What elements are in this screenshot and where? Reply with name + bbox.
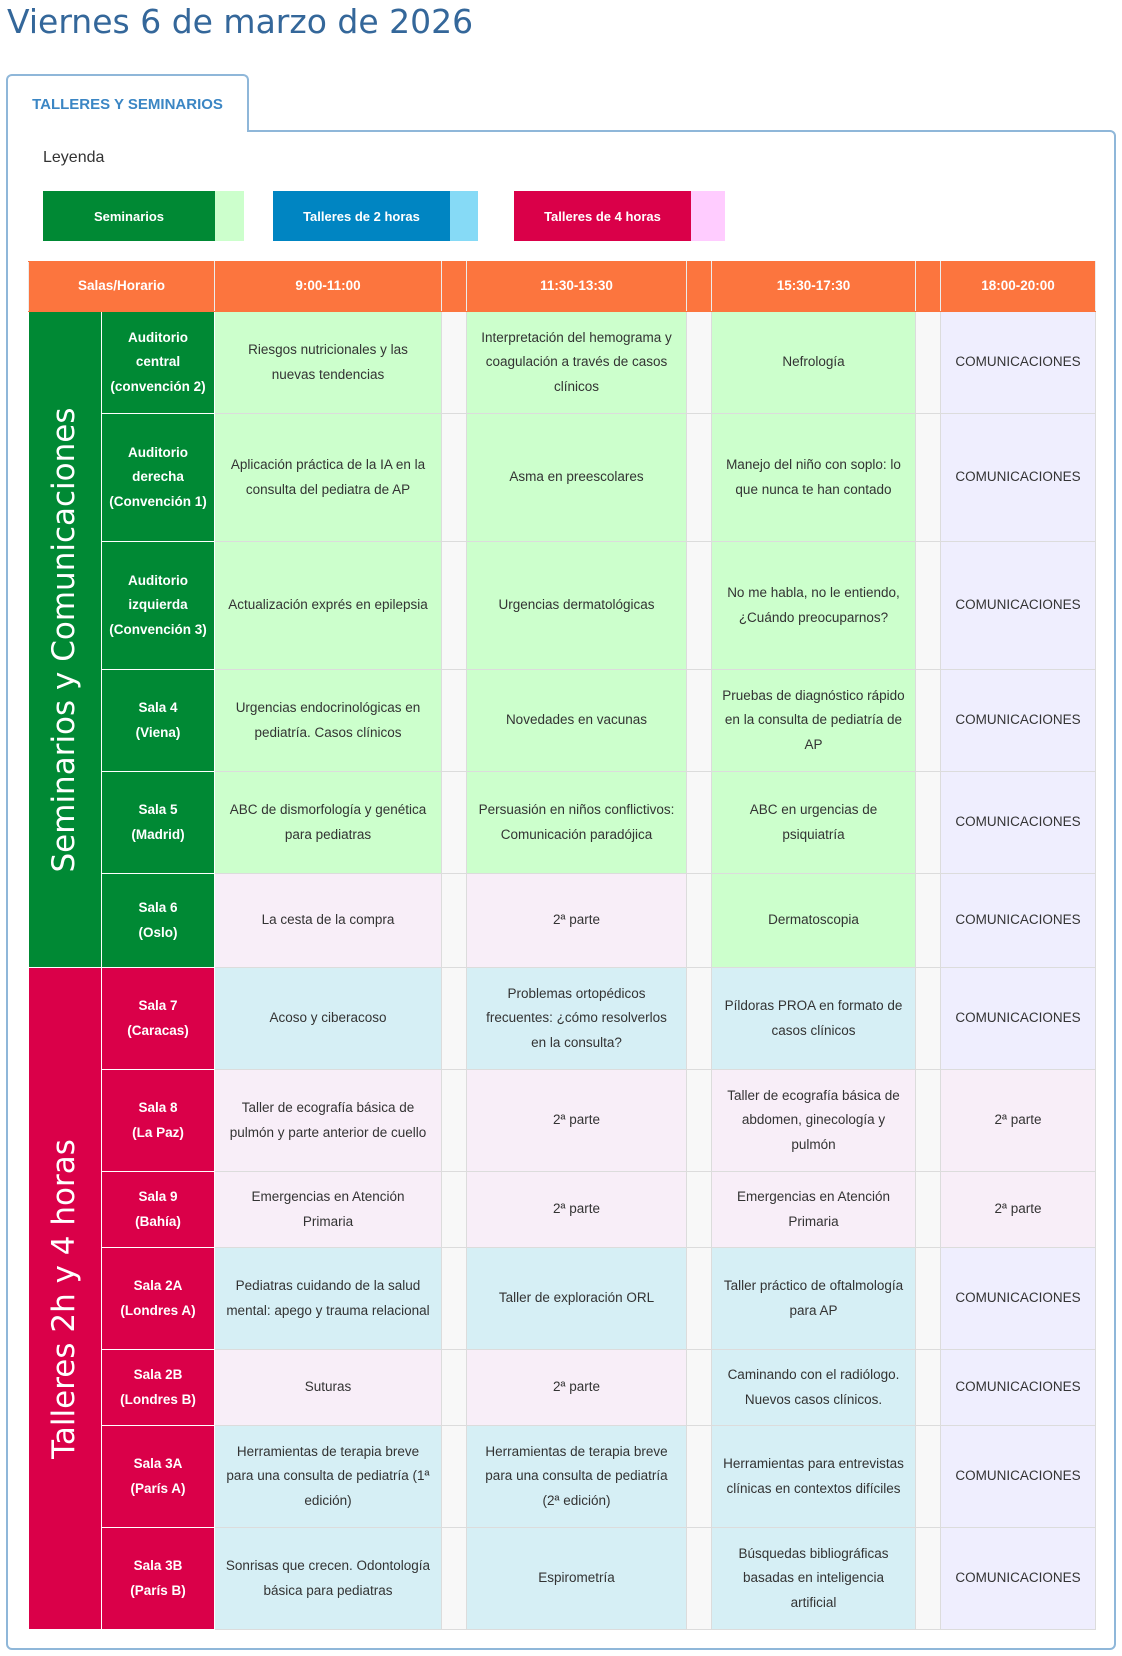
table-row (29, 1248, 1096, 1350)
gap-cell (687, 1070, 712, 1172)
header-salas: Salas/Horario (29, 262, 215, 312)
table-row (29, 670, 1096, 772)
room-cell (102, 1350, 215, 1426)
gap-cell (442, 1248, 467, 1350)
room-detail: (Madrid) (131, 826, 185, 842)
session-cell: Taller de ecografía básica de pulmón y parte anterior de cuello (215, 1070, 442, 1172)
room-detail: (Convención 3) (109, 621, 207, 637)
session-cell: COMUNICACIONES (941, 772, 1096, 874)
room-cell (102, 312, 215, 414)
gap-cell (687, 414, 712, 542)
legend-swatch (691, 191, 725, 241)
session-cell: ABC en urgencias de psiquiatría (712, 772, 916, 874)
room-detail: (La Paz) (132, 1124, 184, 1140)
session-cell: COMUNICACIONES (941, 542, 1096, 670)
session-cell: Persuasión en niños conflictivos: Comunicación paradójica (467, 772, 687, 874)
gap-cell (916, 1248, 941, 1350)
gap-cell (916, 414, 941, 542)
gap-cell (442, 1426, 467, 1528)
gap-cell (687, 772, 712, 874)
table-row (29, 1172, 1096, 1248)
legend-label: Talleres de 4 horas (514, 191, 691, 241)
gap-cell (916, 542, 941, 670)
room-detail: (París B) (130, 1582, 186, 1598)
session-cell: Asma en preescolares (467, 414, 687, 542)
gap-cell (687, 542, 712, 670)
table-row (29, 1528, 1096, 1630)
room-cell (102, 1528, 215, 1630)
room-cell (102, 1070, 215, 1172)
table-row (29, 1070, 1096, 1172)
legend-label: Talleres de 2 horas (273, 191, 450, 241)
gap-cell (442, 1172, 467, 1248)
session-cell: Dermatoscopia (712, 874, 916, 968)
gap-cell (916, 1528, 941, 1630)
room-name: Sala 2A (133, 1278, 183, 1294)
session-cell: Herramientas para entrevistas clínicas en contextos difíciles (712, 1426, 916, 1528)
gap-cell (687, 1426, 712, 1528)
table-row (29, 772, 1096, 874)
room-name: Sala 2B (133, 1367, 183, 1383)
session-cell: COMUNICACIONES (941, 1248, 1096, 1350)
session-cell: Urgencias endocrinológicas en pediatría. Casos clínicos (215, 670, 442, 772)
session-cell: 2ª parte (467, 874, 687, 968)
room-cell (102, 1248, 215, 1350)
room-name: Sala 6 (138, 900, 178, 916)
gap-cell (442, 414, 467, 542)
legend-talleres-2h (273, 191, 478, 241)
room-cell (102, 968, 215, 1070)
session-cell: 2ª parte (467, 1172, 687, 1248)
room-cell (102, 874, 215, 968)
session-cell: Nefrología (712, 312, 916, 414)
room-name: Sala 3B (133, 1558, 183, 1574)
gap-cell (916, 968, 941, 1070)
gap-cell (442, 1528, 467, 1630)
group-label: Talleres 2h y 4 horas (46, 1138, 83, 1459)
session-cell: Espirometría (467, 1528, 687, 1630)
room-detail: (Oslo) (138, 924, 178, 940)
room-name: Sala 8 (138, 1100, 178, 1116)
header-slot-1: 9:00-11:00 (215, 262, 442, 312)
group-label: Seminarios y Comunicaciones (46, 407, 83, 872)
session-cell: COMUNICACIONES (941, 670, 1096, 772)
session-cell: ABC de dismorfología y genética para pediatras (215, 772, 442, 874)
session-cell: COMUNICACIONES (941, 312, 1096, 414)
header-gap (916, 262, 941, 312)
session-cell: Problemas ortopédicos frecuentes: ¿cómo resolverlos en la consulta? (467, 968, 687, 1070)
room-detail: (París A) (130, 1480, 186, 1496)
schedule-table (28, 261, 1096, 1630)
group-talleres (29, 968, 102, 1630)
session-cell: 2ª parte (467, 1070, 687, 1172)
room-detail: (Londres B) (120, 1391, 196, 1407)
session-cell: Taller práctico de oftalmología para AP (712, 1248, 916, 1350)
gap-cell (916, 1426, 941, 1528)
session-cell: Actualización exprés en epilepsia (215, 542, 442, 670)
page-title: Viernes 6 de marzo de 2026 (7, 2, 474, 41)
room-cell (102, 772, 215, 874)
session-cell: Urgencias dermatológicas (467, 542, 687, 670)
session-cell: Píldoras PROA en formato de casos clínicos (712, 968, 916, 1070)
gap-cell (442, 670, 467, 772)
room-detail: (Bahía) (135, 1213, 181, 1229)
session-cell: Pruebas de diagnóstico rápido en la consulta de pediatría de AP (712, 670, 916, 772)
gap-cell (916, 874, 941, 968)
session-cell: Pediatras cuidando de la salud mental: apego y trauma relacional (215, 1248, 442, 1350)
gap-cell (442, 772, 467, 874)
room-detail: (Convención 1) (109, 493, 207, 509)
room-name: Auditorio izquierda (128, 573, 188, 613)
tab-talleres-seminarios[interactable] (6, 74, 249, 132)
gap-cell (687, 1248, 712, 1350)
gap-cell (442, 968, 467, 1070)
room-detail: (convención 2) (110, 378, 206, 394)
session-cell: Riesgos nutricionales y las nuevas tendencias (215, 312, 442, 414)
session-cell: Interpretación del hemograma y coagulación a través de casos clínicos (467, 312, 687, 414)
gap-cell (916, 1350, 941, 1426)
room-detail: (Londres A) (120, 1302, 196, 1318)
gap-cell (687, 1350, 712, 1426)
legend-swatch (215, 191, 244, 241)
legend-talleres-4h (514, 191, 725, 241)
session-cell: Emergencias en Atención Primaria (215, 1172, 442, 1248)
header-gap (687, 262, 712, 312)
session-cell: Manejo del niño con soplo: lo que nunca te han contado (712, 414, 916, 542)
legend-seminarios (43, 191, 244, 241)
gap-cell (687, 312, 712, 414)
session-cell: 2ª parte (941, 1070, 1096, 1172)
room-cell (102, 670, 215, 772)
gap-cell (687, 1528, 712, 1630)
table-row (29, 414, 1096, 542)
gap-cell (687, 1172, 712, 1248)
table-row (29, 874, 1096, 968)
header-slot-3: 15:30-17:30 (712, 262, 916, 312)
session-cell: Taller de ecografía básica de abdomen, ginecología y pulmón (712, 1070, 916, 1172)
gap-cell (442, 312, 467, 414)
session-cell: COMUNICACIONES (941, 414, 1096, 542)
gap-cell (916, 772, 941, 874)
session-cell: Taller de exploración ORL (467, 1248, 687, 1350)
room-name: Auditorio derecha (128, 445, 188, 485)
gap-cell (916, 312, 941, 414)
header-gap (442, 262, 467, 312)
table-row (29, 542, 1096, 670)
legend-title: Leyenda (43, 149, 105, 166)
session-cell: Aplicación práctica de la IA en la consulta del pediatra de AP (215, 414, 442, 542)
gap-cell (442, 874, 467, 968)
room-cell (102, 1426, 215, 1528)
session-cell: COMUNICACIONES (941, 1426, 1096, 1528)
session-cell: Suturas (215, 1350, 442, 1426)
group-seminarios (29, 312, 102, 968)
room-detail: (Caracas) (127, 1022, 189, 1038)
session-cell: Sonrisas que crecen. Odontología básica para pediatras (215, 1528, 442, 1630)
room-detail: (Viena) (135, 724, 181, 740)
room-cell (102, 414, 215, 542)
room-name: Sala 4 (138, 700, 178, 716)
room-cell (102, 542, 215, 670)
table-row (29, 312, 1096, 414)
session-cell: COMUNICACIONES (941, 874, 1096, 968)
gap-cell (687, 874, 712, 968)
room-name: Sala 9 (138, 1189, 178, 1205)
gap-cell (916, 670, 941, 772)
session-cell: COMUNICACIONES (941, 1528, 1096, 1630)
session-cell: 2ª parte (941, 1172, 1096, 1248)
header-row (29, 262, 1096, 312)
session-cell: Acoso y ciberacoso (215, 968, 442, 1070)
session-cell: Herramientas de terapia breve para una consulta de pediatría (2ª edición) (467, 1426, 687, 1528)
session-cell: Búsquedas bibliográficas basadas en inteligencia artificial (712, 1528, 916, 1630)
room-cell (102, 1172, 215, 1248)
table-row (29, 968, 1096, 1070)
room-name: Auditorio central (128, 330, 188, 370)
header-slot-4: 18:00-20:00 (941, 262, 1096, 312)
session-cell: No me habla, no le entiendo, ¿Cuándo preocuparnos? (712, 542, 916, 670)
session-cell: COMUNICACIONES (941, 1350, 1096, 1426)
room-name: Sala 3A (133, 1456, 183, 1472)
session-cell: COMUNICACIONES (941, 968, 1096, 1070)
gap-cell (687, 968, 712, 1070)
gap-cell (916, 1070, 941, 1172)
gap-cell (442, 1350, 467, 1426)
session-cell: 2ª parte (467, 1350, 687, 1426)
room-name: Sala 7 (138, 998, 178, 1014)
session-cell: Emergencias en Atención Primaria (712, 1172, 916, 1248)
session-cell: Novedades en vacunas (467, 670, 687, 772)
room-name: Sala 5 (138, 802, 178, 818)
gap-cell (442, 1070, 467, 1172)
gap-cell (916, 1172, 941, 1248)
gap-cell (442, 542, 467, 670)
header-slot-2: 11:30-13:30 (467, 262, 687, 312)
tab-label: TALLERES Y SEMINARIOS (32, 95, 223, 113)
session-cell: Herramientas de terapia breve para una consulta de pediatría (1ª edición) (215, 1426, 442, 1528)
session-cell: La cesta de la compra (215, 874, 442, 968)
table-row (29, 1426, 1096, 1528)
table-row (29, 1350, 1096, 1426)
legend-swatch (450, 191, 478, 241)
gap-cell (687, 670, 712, 772)
session-cell: Caminando con el radiólogo. Nuevos casos clínicos. (712, 1350, 916, 1426)
legend-label: Seminarios (43, 191, 215, 241)
